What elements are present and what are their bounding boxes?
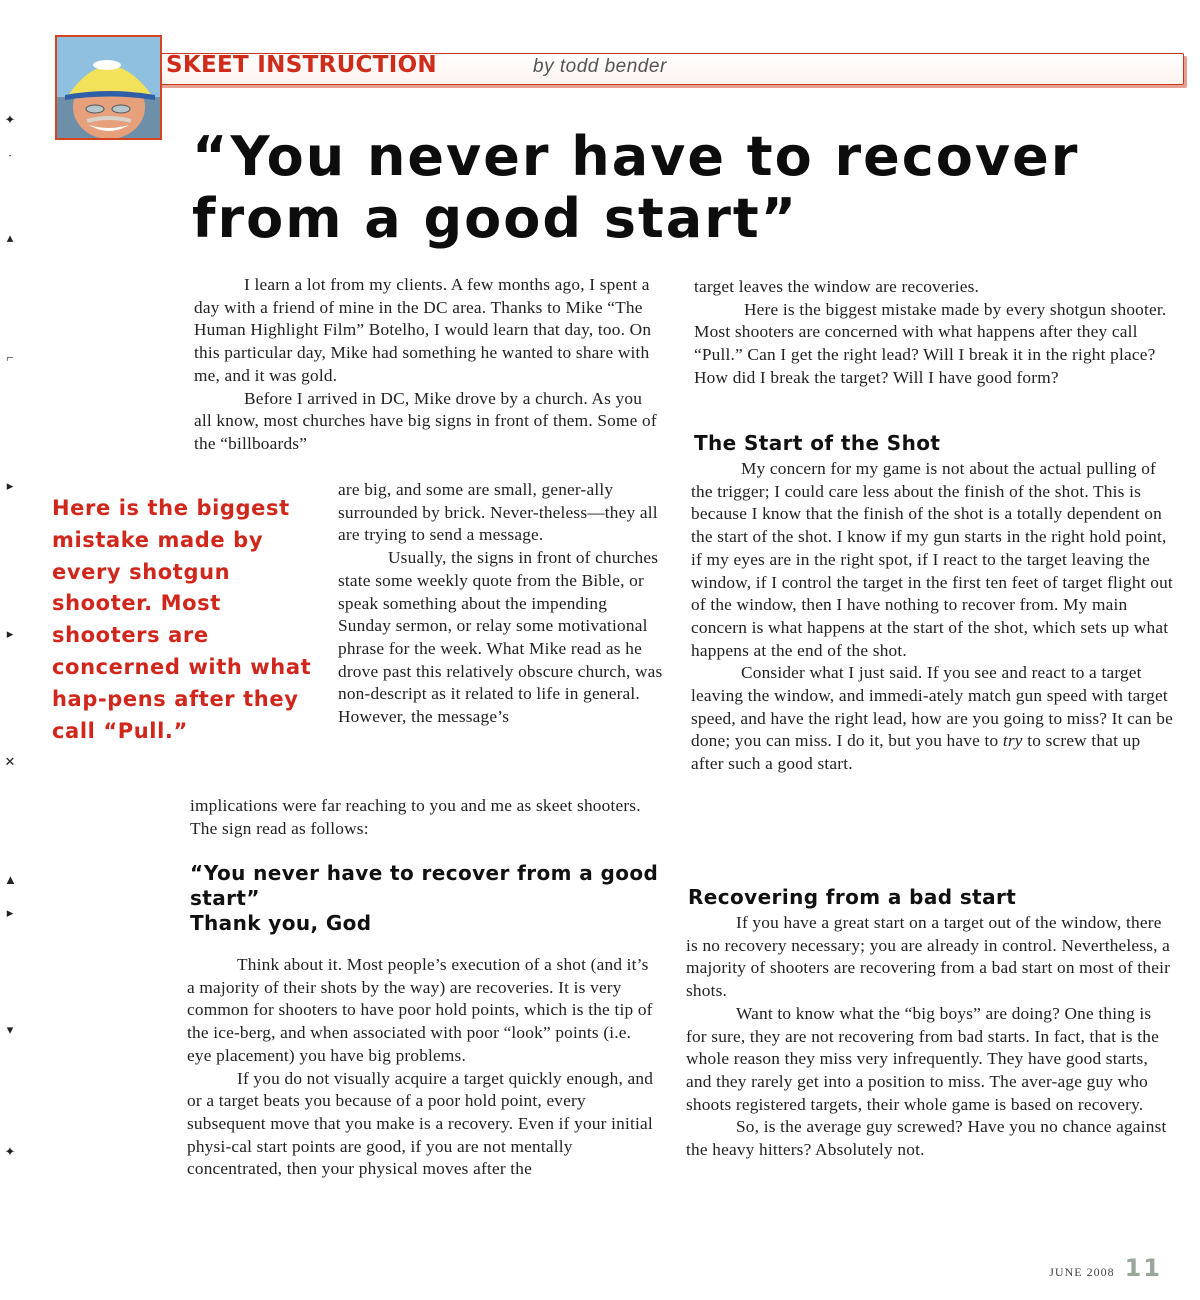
sign-attribution: Thank you, God (190, 911, 372, 935)
author-photo (55, 35, 162, 140)
subhead-start-of-shot: The Start of the Shot (694, 431, 941, 455)
paragraph: If you have a great start on a target out of the window, there is no recovery necessary; you are already in control. Nevertheless, a majority of shooters are recovering from a bad start on most of their shots. (686, 913, 1171, 1001)
column-2-mid (691, 458, 1177, 776)
paragraph: So, is the average guy screwed? Have you no chance against the heavy hitters? Absolutely not. (686, 1117, 1167, 1160)
paragraph: Here is the biggest mistake made by every shotgun shooter. Most shooters are concerned with what happens after they call “Pull.” Can I get the right lead? Will I break it in the right place? How did I break the target? Will I have good form? (694, 299, 1167, 387)
scan-mark: ▸ (6, 626, 14, 641)
column-1-mid (190, 795, 652, 840)
scan-mark: ✦ (4, 112, 16, 127)
paragraph-text: to screw that up after such a good start. (691, 731, 1141, 774)
paragraph: implications were far reaching to you and me as skeet shooters. The sign read as follows: (190, 796, 641, 838)
column-2-bottom (686, 912, 1174, 1162)
paragraph (691, 662, 1177, 776)
paragraph: Before I arrived in DC, Mike drove by a church. As you all know, most churches have big signs in front of them. Some of the “billboards” (194, 388, 657, 453)
author-portrait-image (57, 37, 160, 138)
emphasis: try (1002, 731, 1023, 751)
scan-mark: ▸ (6, 905, 14, 920)
author-byline: by todd bender (533, 56, 667, 77)
column-1-side (338, 479, 664, 729)
scan-mark: ▸ (6, 478, 14, 493)
column-1-bottom (187, 954, 659, 1181)
column-2-top (694, 276, 1176, 390)
paragraph-text: Consider what I just said. If you see and react to a target leaving the window, and immedi-ately match gun speed with target speed, and have the right lead, how are you going to miss? It can be done; you can miss. I do it, but you have to (691, 663, 1173, 751)
scan-mark: ⌐ (6, 350, 14, 365)
paragraph: Want to know what the “big boys” are doing? One thing is for sure, they are not recovering from bad starts. In fact, that is the whole reason they miss very infrequently. They have good starts, and they rarely get into a position to miss. The aver-age guy who shoots registered targets, their whole game is based on recovery. (686, 1003, 1159, 1114)
paragraph: are big, and some are small, gener-ally surrounded by brick. Never-theless—they all are trying to send a message. (338, 480, 658, 545)
paragraph: Usually, the signs in front of churches state some weekly quote from the Bible, or speak something about the impending Sunday sermon, or relay some motivational phrase for the week. What Mike read as he drove past this relatively obscure church, was non-descript as it related to life in general. However, the message’s (338, 548, 663, 727)
subhead-recovering: Recovering from a bad start (688, 885, 1017, 909)
page-footer (1049, 1254, 1162, 1282)
paragraph: My concern for my game is not about the actual pulling of the trigger; I could care less about the finish of the shot. This is because I know that the finish of the shot is a totally dependent on the start of the shot. I know if my gun starts in the right hold point, if my eyes are in the right spot, if I react to the target leaving the window, if I control the target in the first ten feet of target flight out of the window, then I have nothing to recover from. My main concern is what happens at the start of the shot, which sets up what happens at the end of the shot. (691, 459, 1173, 660)
scan-mark: ▲ (4, 872, 17, 887)
sign-quote: “You never have to recover from a good start” (190, 861, 659, 910)
paragraph: target leaves the window are recoveries. (694, 277, 980, 296)
headline-line-2: from a good start” (192, 187, 799, 250)
scan-mark: ▾ (6, 1022, 14, 1037)
page-number: 11 (1124, 1254, 1162, 1282)
scan-mark: ✕ (4, 754, 16, 769)
paragraph: If you do not visually acquire a target quickly enough, and or a target beats you because of a poor hold point, every subsequent move that you make is a recovery. Even if your initial physi-cal start points are good, if you are not mentally concentrated, then your physical moves after the (187, 1068, 654, 1179)
scan-mark: ✦ (4, 1144, 16, 1159)
column-1-top (194, 274, 660, 456)
paragraph: I learn a lot from my clients. A few months ago, I spent a day with a friend of mine in the DC area. Thanks to Mike “The Human Highlight Film” Botelho, I would learn that day, too. On this particular day, Mike had something he wanted to share with me, and it was gold. (194, 275, 652, 385)
paragraph: Think about it. Most people’s execution of a shot (and it’s a majority of their shots by the way) are recoveries. It is very common for shooters to have poor hold points, which is the tip of the ice-berg, and when associated with poor “look” points (i.e. eye placement) you have big problems. (187, 955, 653, 1065)
section-title: SKEET INSTRUCTION (166, 52, 437, 78)
pull-quote: Here is the biggest mistake made by every shotgun shooter. Most shooters are concerned with what hap-pens after they call “Pull.” (52, 496, 312, 743)
sign-quote-block (190, 861, 660, 936)
headline-line-1: “You never have to recover (192, 125, 1080, 188)
issue-date: JUNE 2008 (1049, 1265, 1115, 1279)
scan-mark: · (7, 148, 13, 163)
scan-mark: ▴ (6, 230, 14, 245)
